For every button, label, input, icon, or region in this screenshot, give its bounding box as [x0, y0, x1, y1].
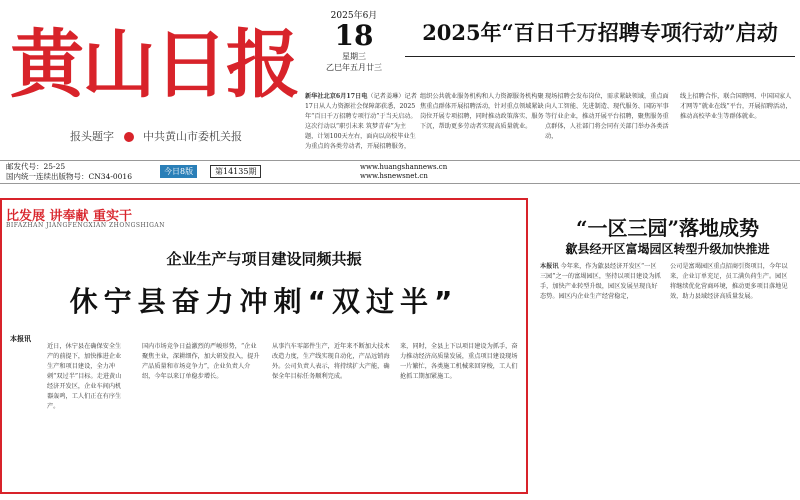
top-story-col-2: 组织公共就业服务机构和人力资源服务机构聚焦重点群体开展招聘活动，针对重点领域紧缺岗位开展专项招聘，同时推动政策落实、服务下沉，帮助更多劳动者实现高质量就业。 — [420, 93, 544, 130]
info-bar — [0, 160, 800, 184]
top-story-headline[interactable]: 2025年“百日千万招聘专项行动”启动 — [405, 10, 795, 57]
logo-char: 报 — [226, 22, 298, 108]
byline: 本报讯 — [10, 334, 31, 343]
section-banner-pinyin: BIFAZHAN JIANGFENGXIAN ZHONGSHIGAN — [6, 222, 165, 229]
emblem-icon — [124, 132, 134, 142]
byline: 本报讯 — [540, 263, 559, 270]
date-day: 18 — [334, 19, 374, 52]
right-article-col-1 — [540, 262, 662, 492]
right-article-subhead: 歙县经开区富堨园区转型升级加快推进 — [565, 242, 770, 256]
logo-char: 山 — [82, 22, 154, 108]
inscription-label: 报头题字 — [70, 130, 114, 143]
article-col-3: 从事汽车零部件生产，近年来不断加大技术改造力度，生产线实现自动化，产品远销海外。公司负责人表示，将持续扩大产能，确保全年目标任务顺利完成。 — [272, 343, 390, 380]
article-col-1: 近日，休宁县在确保安全生产的前提下，加快推进企业生产和项目建设，全力冲刺“双过半”目标。走进黄山经济开发区，企业车间内机器轰鸣，工人们正在有序生产。 — [47, 343, 122, 410]
issue-number: 第14135期 — [210, 165, 261, 178]
top-story-col-1 — [305, 92, 417, 167]
body-text: 今年来，作为歙县经济开发区“一区三园”之一的富堨园区，坚持以项目建设为抓手，加快产业转型升级，园区发展呈现良好态势。园区内企业生产经营稳定， — [540, 263, 661, 300]
date-lunar: 乙巳年五月廿三 — [326, 63, 382, 72]
logo-char: 日 — [154, 22, 226, 108]
right-article-headline[interactable]: “一区三园”落地成势 — [575, 216, 759, 240]
top-story-col-3: 现场招聘会发布岗位，需求紧缺领域，重点面向人工智能、先进制造、现代服务、国防军事等行业企业，推动开展平台招聘，聚焦服务重点群体，人社部门将会同有关部门举办各类活动， — [545, 93, 669, 140]
website-url[interactable]: www.huangshannews.cn — [360, 163, 448, 171]
logo-char: 黄 — [10, 22, 82, 108]
body-text: （记者姜琳）记者17日从人力资源社会保障部获悉，2025年“百日千万招聘专项行动”于当天启动。这次行动以“职引未来 筑梦青春”为主题，计划100天左右，面向以高校毕业生为重点的各类劳动者，开展招聘服务， — [305, 93, 417, 150]
date-box — [322, 8, 386, 98]
article-col-4: 来，同时，全县上下以项目建设为抓手，奋力推动经济高质量发展，重点项目建设现场一片繁忙，各类施工机械来回穿梭，工人们抢抓工期加紧施工。 — [400, 343, 518, 380]
top-story-col-4: 线上招聘合作，联合国聘网、中国国家人才网等“就业在线”平台，开展招聘活动，推动高校毕业生等群体就业。 — [680, 93, 792, 120]
article-kicker: 企业生产与项目建设同频共振 — [166, 250, 362, 268]
right-article-col-2: 公司是富堨园区重点招商引资项目，今年以来，企业订单充足，员工满负荷生产。园区将继续优化营商环境，推动更多项目落地见效，助力县域经济高质量发展。 — [670, 263, 788, 300]
party-organ-label: 中共黄山市委机关报 — [143, 130, 242, 143]
website-url[interactable]: www.hsnewsnet.cn — [360, 172, 428, 180]
masthead-subline — [70, 128, 242, 144]
date-weekday: 星期三 — [342, 52, 366, 61]
cn-number: 国内统一连续出版物号：CN34-0016 — [6, 172, 132, 181]
section-banner: 比发展 讲奉献 重实干 — [6, 209, 133, 224]
postal-code: 邮发代号：25-25 — [6, 162, 66, 171]
masthead — [0, 0, 800, 190]
article-col-2: 国内市场竞争日益激烈的严峻形势，“企业聚焦主业，深耕细作，加大研发投入，提升产品质量和市场竞争力”，企业负责人介绍，今年以来订单稳步增长。 — [142, 343, 260, 380]
article-title[interactable]: 休宁县奋力冲刺“双过半” — [69, 285, 459, 318]
date-year-month: 2025年6月 — [330, 11, 378, 21]
newspaper-logo — [10, 10, 310, 130]
dateline: 新华社北京6月17日电 — [305, 93, 368, 100]
website-urls[interactable] — [360, 163, 447, 181]
left-feature-section — [0, 198, 528, 494]
edition-badge: 今日8版 — [160, 165, 197, 178]
